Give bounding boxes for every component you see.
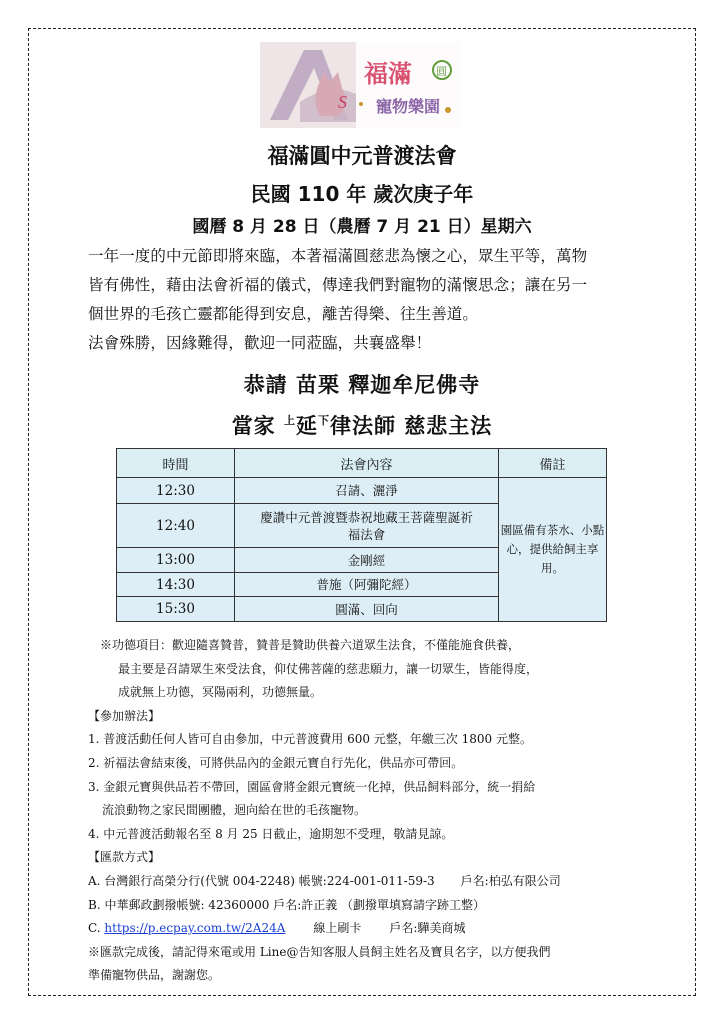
row-time: 13:00	[117, 548, 235, 573]
intro-line: 個世界的毛孩亡靈都能得到安息，離苦得樂、往生善道。	[88, 305, 479, 323]
online-account-name: 戶名:驊美商城	[389, 921, 466, 936]
svg-text:福滿: 福滿	[364, 59, 412, 88]
payment-note: 準備寵物供品，謝謝您。	[88, 968, 221, 983]
row-content: 召請、灑淨	[235, 478, 499, 504]
intro-line: 一年一度的中元節即將來臨，本著福滿圓慈悲為懷之心，眾生平等，萬物	[88, 247, 588, 265]
row-content: 普施（阿彌陀經）	[235, 573, 499, 597]
join-item: 1. 普渡活動任何人皆可自由參加，中元普渡費用 600 元整，年繳三次 1800 元整。	[88, 732, 532, 747]
online-card-label: 線上刷卡	[313, 921, 362, 936]
ecpay-link[interactable]: https://p.ecpay.com.tw/2A24A	[104, 921, 286, 936]
schedule-table	[116, 448, 607, 622]
intro-paragraph	[88, 242, 648, 358]
details-section	[88, 634, 668, 988]
row-time: 12:30	[117, 478, 235, 504]
row-content: 慶讚中元普渡暨恭祝地藏王菩薩聖誕祈福法會	[235, 504, 499, 548]
master-name-mid: 延	[296, 413, 318, 438]
master-prefix: 當家	[231, 413, 284, 438]
option-c-label: C.	[88, 921, 105, 936]
merit-line: 成就無上功德，冥陽兩利，功德無量。	[118, 685, 323, 700]
payment-option-b: B. 中華郵政劃撥帳號: 42360000 戶名:許正義 （劃撥單填寫請字跡工整）	[88, 897, 486, 912]
payment-heading: 【匯款方式】	[88, 850, 161, 865]
svg-text:圓: 圓	[436, 65, 447, 78]
payment-note: ※匯款完成後，請記得來電或用 Line@告知客服人員飼主姓名及寶貝名字，以方便我們	[88, 944, 551, 959]
header-note: 備註	[499, 449, 607, 478]
merit-line: ※功德項目：歡迎隨喜贊普，贊普是贊助供養六道眾生法食，不僅能施食供養，	[100, 638, 521, 652]
master-up-mark: 上	[284, 414, 296, 427]
bank-account-name: 戶名:柏弘有限公司	[460, 873, 561, 888]
event-title: 福滿圓中元普渡法會	[267, 144, 457, 168]
header-time: 時間	[117, 449, 235, 478]
date-line: 國曆 8 月 28 日（農曆 7 月 21 日）星期六	[192, 217, 532, 237]
payment-option-a	[88, 870, 668, 894]
row-content: 圓滿、回向	[235, 597, 499, 622]
fumanyuan-logo	[260, 42, 460, 128]
master-down-mark: 下	[318, 414, 330, 427]
payment-option-c	[88, 917, 668, 941]
row-time: 15:30	[117, 597, 235, 622]
join-item: 3. 金銀元寶與供品若不帶回，園區會將金銀元寶統一化掉，供品飼料部分，統一捐給	[88, 779, 536, 794]
join-item: 2. 祈福法會結束後，可將供品內的金銀元寶自行先化，供品亦可帶回。	[88, 755, 464, 770]
table-row	[117, 478, 607, 504]
join-item: 4. 中元普渡活動報名至 8 月 25 日截止，逾期恕不受理，敬請見諒。	[88, 826, 454, 841]
merit-line: 最主要是召請眾生來受法食，仰仗佛菩薩的慈悲願力，讓一切眾生，皆能得度，	[118, 661, 539, 676]
row-content: 金剛經	[235, 548, 499, 573]
header-content: 法會內容	[235, 449, 499, 478]
intro-line: 法會殊勝，因緣難得，歡迎一同蒞臨，共襄盛舉！	[88, 334, 432, 352]
invite-line: 恭請 苗栗 釋迦牟尼佛寺	[243, 372, 481, 397]
svg-text:S: S	[338, 92, 347, 112]
join-heading: 【參加辦法】	[88, 708, 161, 723]
master-suffix: 律法師 慈悲主法	[330, 413, 493, 438]
intro-line: 皆有佛性，藉由法會祈福的儀式，傳達我們對寵物的滿懷思念；讓在另一	[88, 276, 588, 294]
master-line	[0, 410, 724, 440]
note-cell: 園區備有茶水、小點心，提供給飼主享用。	[499, 478, 607, 622]
row-time: 12:40	[117, 504, 235, 548]
year-line: 民國 110 年 歲次庚子年	[250, 182, 474, 206]
svg-text:寵物樂園: 寵物樂園	[376, 97, 441, 116]
join-item-continued: 流浪動物之家民間團體，迴向給在世的毛孩寵物。	[102, 803, 367, 818]
bank-account: A. 台灣銀行高榮分行(代號 004-2248) 帳號:224-001-011-59-3	[88, 873, 435, 888]
row-time: 14:30	[117, 573, 235, 597]
